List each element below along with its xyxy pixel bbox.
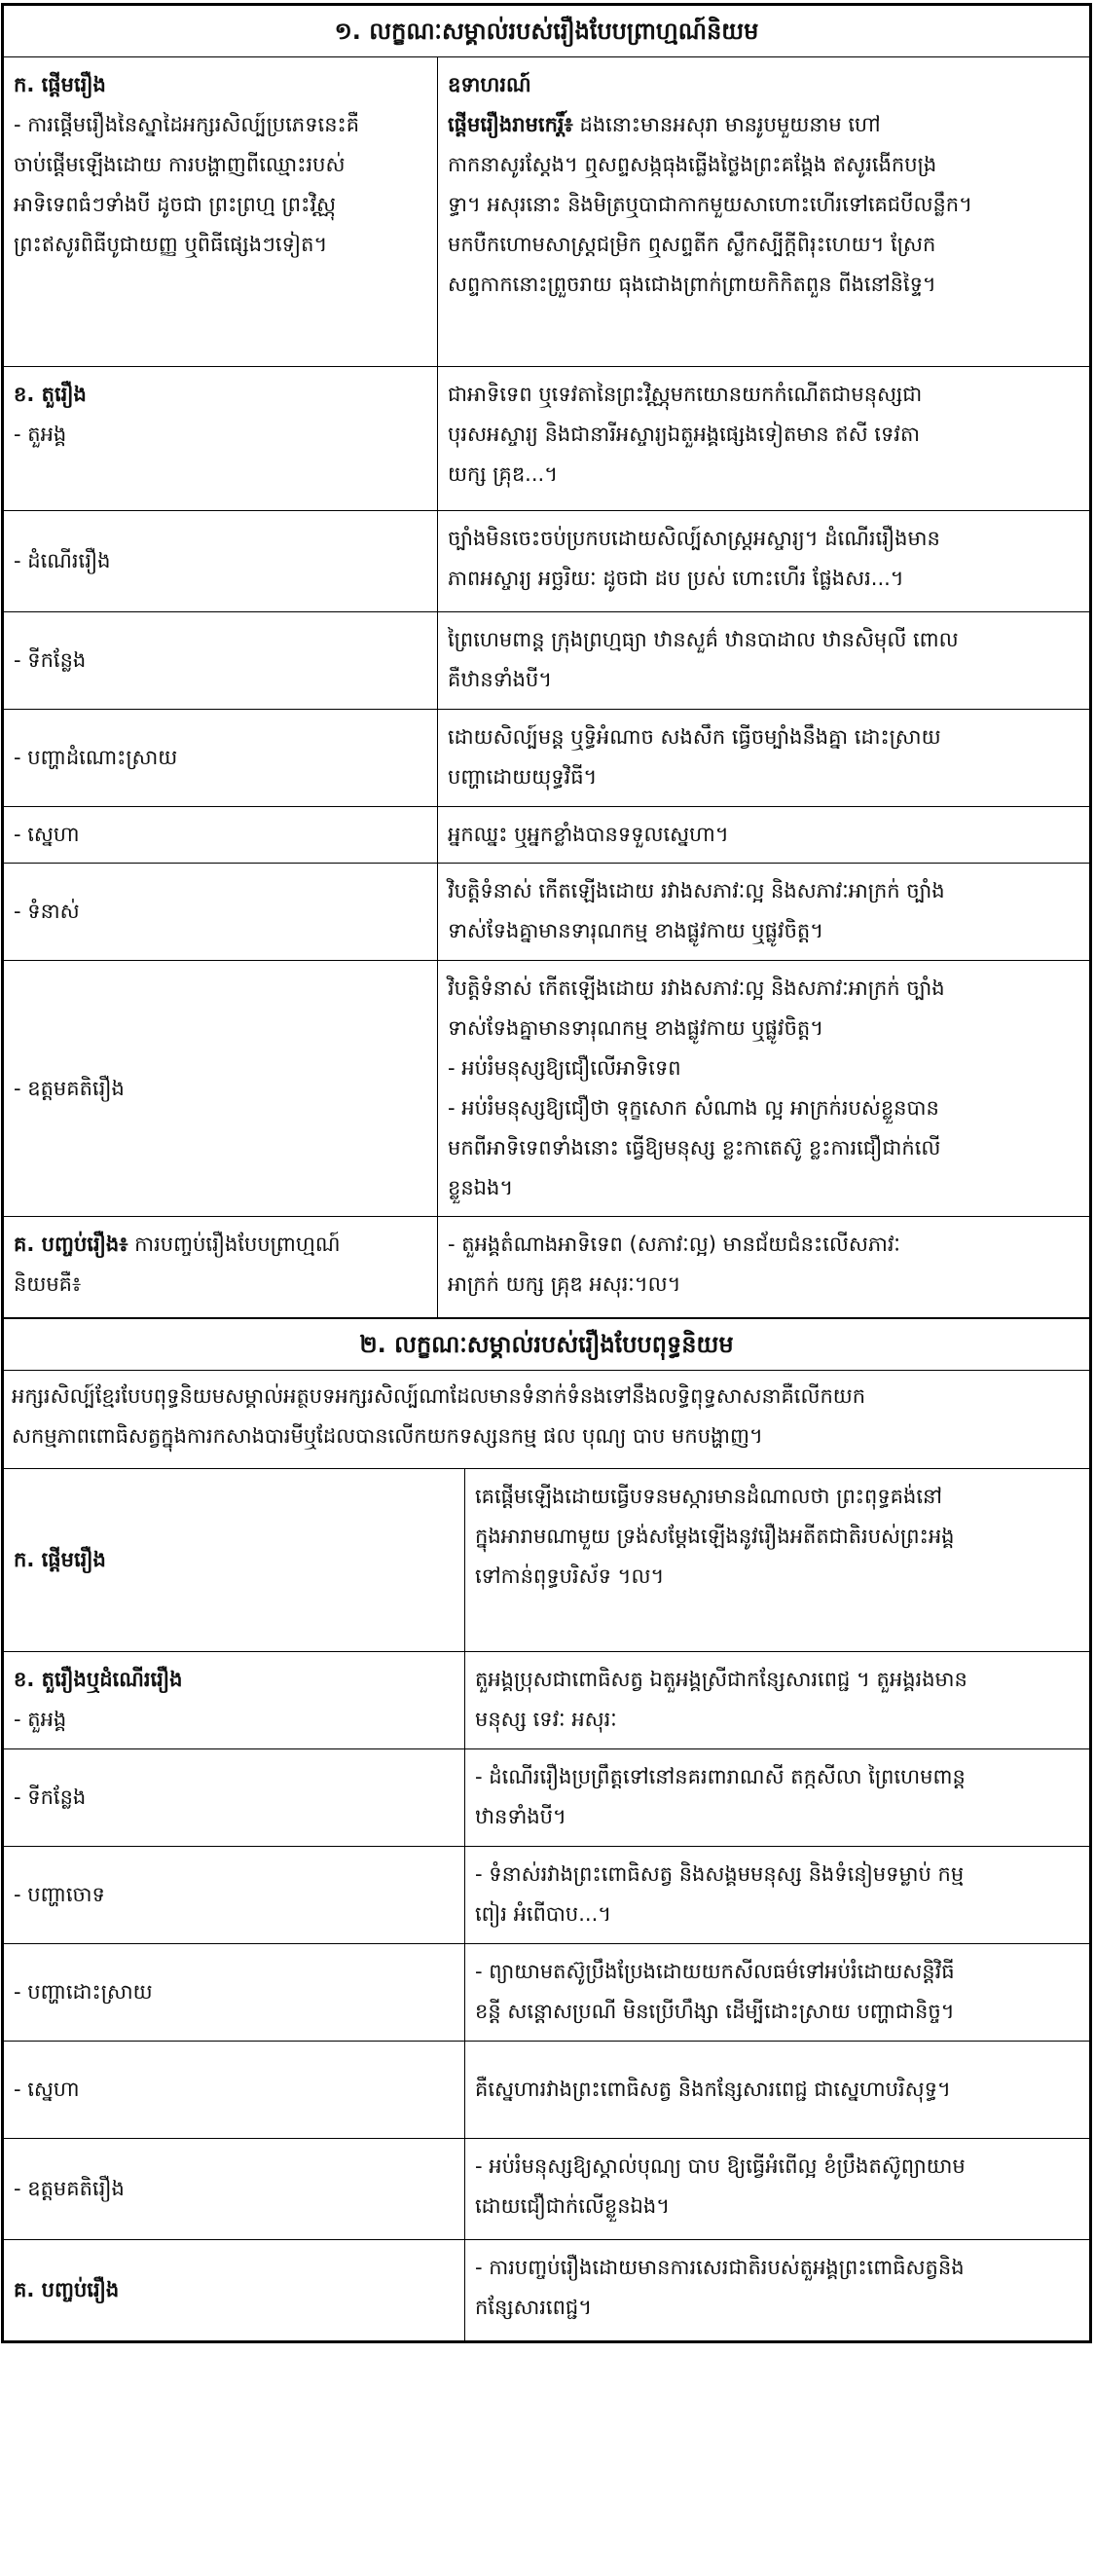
s1-example-text: ដងនោះមានអសុរា មានរូបមួយនាម ហៅ bbox=[579, 113, 881, 136]
s1-example-text: ទ្ធា។ អសុរនោះ និងមិត្រឬបាជាកាកមួយសាហោះហើរទៅគេជបីលន្លឹក។ bbox=[448, 193, 972, 216]
s1-start-text: ព្រះឥសូរពិធីបូជាយញ្ញ ឬពិធីផ្សេងៗទៀត។ bbox=[14, 233, 328, 256]
s2-row-start-left bbox=[4, 1469, 465, 1652]
s1-row-plot-left bbox=[4, 511, 438, 612]
s1-ideal-label: - ឧត្តមគតិរឿង bbox=[14, 1076, 125, 1100]
s2-love-label: - ស្នេហា bbox=[14, 2078, 80, 2101]
s2-intro-text: សកម្មភាពពោធិសត្វក្នុងការកសាងបារមីឬដែលបានលើកយកទស្សនកម្ម ផល បុណ្យ បាប មកបង្ហាញ។ bbox=[12, 1424, 763, 1448]
s1-characters-text: យក្ស គ្រុឌ...។ bbox=[448, 462, 559, 486]
s1-conflict-label: - ទំនាស់ bbox=[14, 900, 80, 923]
s2-row-ideal-left bbox=[4, 2139, 465, 2240]
s1-start-text: - ការផ្ដើមរឿងនៃស្នាដៃអក្សរសិល្ប៍ប្រភេទនេះគឺ bbox=[14, 113, 360, 136]
s1-ending-text: និយមគឺ៖ bbox=[14, 1272, 82, 1296]
s2-row-love-left bbox=[4, 2042, 465, 2139]
s2-row-characters-left bbox=[4, 1652, 465, 1749]
s1-row-place-right bbox=[438, 612, 1090, 710]
s2-solution-label: - បញ្ហាដោះស្រាយ bbox=[14, 1980, 153, 2004]
s2-place-text: - ដំណើររឿងប្រព្រឹត្តទៅនៅនគរពារាណសី តក្កសីលា ព្រៃហេមពាន្ត bbox=[475, 1765, 966, 1788]
section-2-intro bbox=[4, 1371, 1090, 1469]
s2-characters-text: តួអង្គប្រុសជាពោធិសត្វ ឯតួអង្គស្រីជាកន្សែសារពេជ្ជ ។ តួអង្គរងមាន bbox=[475, 1668, 967, 1691]
s2-row-characters-right bbox=[465, 1652, 1090, 1749]
s2-characters-sub-label: - តួអង្គ bbox=[14, 1708, 67, 1731]
s1-row-solution-left bbox=[4, 710, 438, 807]
s2-row-problem-left bbox=[4, 1847, 465, 1944]
s1-row-ideal-left bbox=[4, 961, 438, 1217]
s2-row-ending-right bbox=[465, 2240, 1090, 2341]
s1-row-love-left bbox=[4, 807, 438, 864]
s1-row-characters-right bbox=[438, 367, 1090, 511]
s1-ending-detail: - តួអង្គតំណាងអាទិទេព (សភាវៈល្អ) មានជ័យជំនះលើសភាវៈ bbox=[448, 1233, 900, 1256]
s2-start-text: ក្នុងអារាមណាមួយ ទ្រង់សម្ដែងឡើងនូវរឿងអតីតជាតិរបស់ព្រះអង្គ bbox=[475, 1525, 955, 1548]
s1-start-label: ក. ផ្ដើមរឿង bbox=[14, 73, 106, 96]
s1-conflict-text: វិបត្តិទំនាស់ កើតឡើងដោយ រវាងសភាវៈល្អ និងសភាវៈអាក្រក់ ច្បាំង bbox=[448, 879, 945, 902]
s2-ideal-text: - អប់រំមនុស្សឱ្យស្គាល់បុណ្យ បាប ឱ្យធ្វើអំពើល្អ ខំប្រឹងតស៊ូព្យាយាម bbox=[475, 2154, 966, 2178]
s1-characters-sub-label: - តួអង្គ bbox=[14, 423, 67, 446]
s1-row-ending-right bbox=[438, 1217, 1090, 1318]
s2-ideal-text: ដោយជឿជាក់លើខ្លួនឯង។ bbox=[475, 2194, 671, 2218]
s2-row-start-right bbox=[465, 1469, 1090, 1652]
s1-ideal-text: ទាស់ទែងគ្នាមានទារុណកម្ម ខាងផ្លូវកាយ ឬផ្លូវចិត្ត។ bbox=[448, 1016, 824, 1040]
s1-solution-label: - បញ្ហាដំណោះស្រាយ bbox=[14, 746, 178, 769]
s1-start-text: ចាប់ផ្ដើមឡើងដោយ ការបង្ហាញពីឈ្មោះរបស់ bbox=[14, 153, 346, 176]
s1-row-characters-left bbox=[4, 367, 438, 511]
s1-love-text: អ្នកឈ្នះ ឬអ្នកខ្លាំងបានទទួលស្នេហា។ bbox=[448, 823, 729, 846]
s2-row-solution-right bbox=[465, 1944, 1090, 2042]
s2-characters-text: មនុស្ស ទេវៈ អសុរៈ bbox=[475, 1708, 617, 1731]
s1-row-plot-right bbox=[438, 511, 1090, 612]
s1-row-ideal-right bbox=[438, 961, 1090, 1217]
s1-row-solution-right bbox=[438, 710, 1090, 807]
s1-example-text: សព្ទកាកនោះព្រួចរាយ ធុងជោងព្រាក់ព្រាយកិកិតពួន ពីងនៅនិទ្ទៃ។ bbox=[448, 273, 936, 296]
s1-example-text: កាកនាសូរស្តែង។ ឮសព្ទសង្កធុងធ្លើងថ្លៃងព្រះគង្គែង ឥសូរងើកបង្រ bbox=[448, 153, 937, 176]
s1-ideal-text: - អប់រំមនុស្សឱ្យជឿលើអាទិទេព bbox=[448, 1056, 681, 1080]
s2-solution-text: - ព្យាយាមតស៊ូប្រឹងប្រែងដោយយកសីលធម៌ទៅអប់រំដោយសន្តិវិធី bbox=[475, 1960, 955, 1983]
s1-start-text: អាទិទេពធំៗទាំងបី ដូចជា ព្រះព្រហ្ម ព្រះវិស្ណុ bbox=[14, 193, 337, 216]
s2-love-text: គឺស្នេហារវាងព្រះពោធិសត្វ និងកន្សែសារពេជ្ជ ជាស្នេហាបរិសុទ្ធ។ bbox=[475, 2078, 951, 2101]
s1-ideal-text: ខ្លួនឯង។ bbox=[448, 1176, 514, 1199]
s1-example-subheading: ផ្ដើមរឿងរាមកេរ្តិ៍៖ bbox=[448, 113, 573, 136]
s1-ending-detail: អាក្រក់ យក្ស គ្រុឌ អសុរៈ។ល។ bbox=[448, 1272, 681, 1296]
s1-row-ending-left bbox=[4, 1217, 438, 1318]
s2-intro-text: អក្សរសិល្ប៍ខ្មែរបែបពុទ្ធនិយមសម្គាល់អត្ថបទអក្សរសិល្ប៍ណាដែលមានទំនាក់ទំនងទៅនឹងលទ្ធិពុទ្ធសាសនាគឺលើកយក bbox=[12, 1384, 866, 1408]
s2-problem-text: ពៀរ អំពើបាប...។ bbox=[475, 1902, 612, 1926]
s1-ideal-text: វិបត្តិទំនាស់ កើតឡើងដោយ រវាងសភាវៈល្អ និងសភាវៈអាក្រក់ ច្បាំង bbox=[448, 976, 945, 1000]
s1-place-text: គឺឋានទាំងបី។ bbox=[448, 668, 553, 691]
s1-love-label: - ស្នេហា bbox=[14, 823, 80, 846]
s1-row-conflict-right bbox=[438, 864, 1090, 961]
s1-example-heading: ឧទាហរណ៍ bbox=[448, 73, 531, 96]
s1-ideal-text: - អប់រំមនុស្សឱ្យជឿថា ទុក្ខសោក សំណាង ល្អ អាក្រក់របស់ខ្លួនបាន bbox=[448, 1096, 939, 1120]
s1-conflict-text: ទាស់ទែងគ្នាមានទារុណកម្ម ខាងផ្លូវកាយ ឬផ្លូវចិត្ត។ bbox=[448, 919, 824, 942]
s1-ending-label: គ. បញ្ចប់រឿង៖ bbox=[14, 1233, 128, 1256]
section-2-table bbox=[3, 1318, 1090, 2341]
s1-characters-text: ជាអាទិទេព ឬទេវតានៃព្រះវិស្ណុមកយោនយកកំណើតជាមនុស្សជា bbox=[448, 383, 923, 406]
s1-example-text: មកបឺកហោមសាស្ត្រជម្រិក ឮសព្ទតីក ស្លឹកស្បីក្ដីពិរុះហេយ។ ស្រែក bbox=[448, 233, 936, 256]
s2-ending-label: គ. បញ្ចប់រឿង bbox=[14, 2278, 120, 2301]
s1-row-start-left bbox=[4, 57, 438, 367]
s2-ending-text: - ការបញ្ចប់រឿងដោយមានការសេរជាតិរបស់តួអង្គព្រះពោធិសត្វនិង bbox=[475, 2256, 965, 2279]
s1-characters-label: ខ. តួរឿង bbox=[14, 383, 87, 406]
section-1-title: ១. លក្ខណៈសម្គាល់របស់រឿងបែបព្រាហ្មណ៍និយម bbox=[4, 6, 1090, 57]
s1-solution-text: ដោយសិល្ប៍មន្ត ឬទ្ធិអំណាច សងសឹក ធ្វើចម្បាំងនឹងគ្នា ដោះស្រាយ bbox=[448, 725, 941, 749]
s1-place-label: - ទីកន្លែង bbox=[14, 648, 87, 672]
s2-problem-text: - ទំនាស់រវាងព្រះពោធិសត្វ និងសង្គមមនុស្ស និងទំនៀមទម្លាប់ កម្ម bbox=[475, 1862, 965, 1886]
s1-ending-text: ការបញ្ចប់រឿងបែបព្រាហ្មណ៍ bbox=[134, 1233, 341, 1256]
s2-ideal-label: - ឧត្តមគតិរឿង bbox=[14, 2177, 125, 2200]
s1-place-text: ព្រៃហេមពាន្ត ក្រុងព្រហ្មធ្យា ឋានសួគ៌ ឋានបាដាល ឋានសិមុលី ពោល bbox=[448, 628, 959, 651]
s1-row-place-left bbox=[4, 612, 438, 710]
s1-row-love-right bbox=[438, 807, 1090, 864]
s2-ending-text: កន្សែសារពេជ្ជ។ bbox=[475, 2296, 593, 2319]
s2-start-text: គេផ្ដើមឡើងដោយធ្វើបទនមស្ការមានដំណាលថា ព្រះពុទ្ធគង់នៅ bbox=[475, 1485, 942, 1508]
s2-start-text: ទៅកាន់ពុទ្ធបរិស័ទ ។ល។ bbox=[475, 1564, 665, 1588]
s2-place-text: ឋានទាំងបី។ bbox=[475, 1805, 566, 1828]
section-2-title: ២. លក្ខណៈសម្គាល់របស់រឿងបែបពុទ្ធនិយម bbox=[4, 1319, 1090, 1371]
s2-row-solution-left bbox=[4, 1944, 465, 2042]
s1-plot-label: - ដំណើររឿង bbox=[14, 549, 111, 572]
s1-plot-text: ច្បាំងមិនចេះចប់ប្រកបដោយសិល្ប៍សាស្រ្តអស្ចារ្យ។ ដំណើររឿងមាន bbox=[448, 527, 940, 550]
s2-problem-label: - បញ្ហាចោទ bbox=[14, 1883, 105, 1906]
section-1-table bbox=[3, 5, 1090, 1318]
s1-ideal-text: មកពីអាទិទេពទាំងនោះ ធ្វើឱ្យមនុស្ស ខ្លះកាតេស៊ូ ខ្លះការជឿជាក់លើ bbox=[448, 1136, 941, 1159]
s1-solution-text: បញ្ហាដោយយុទ្ធវិធី។ bbox=[448, 765, 598, 789]
s2-row-ideal-right bbox=[465, 2139, 1090, 2240]
document-table bbox=[1, 3, 1092, 2343]
s2-row-ending-left bbox=[4, 2240, 465, 2341]
s2-row-love-right bbox=[465, 2042, 1090, 2139]
s1-row-conflict-left bbox=[4, 864, 438, 961]
s1-plot-text: ភាពអស្ចារ្យ អច្ឆរិយៈ ដូចជា ដប ប្រស់ ហោះហើរ ផ្លែងសរ...។ bbox=[448, 567, 904, 590]
s1-characters-text: បុរសអស្ចារ្យ និងជានារីអស្ចារ្យឯតួអង្គផ្សេងទៀតមាន ឥសី ទេវតា bbox=[448, 423, 920, 446]
s2-start-label: ក. ផ្ដើមរឿង bbox=[14, 1548, 106, 1571]
s2-place-label: - ទីកន្លែង bbox=[14, 1785, 87, 1809]
s2-row-place-left bbox=[4, 1749, 465, 1847]
s1-row-start-right bbox=[438, 57, 1090, 367]
s2-solution-text: ខន្តី សន្តោសប្រណី មិនប្រើហឹង្សា ដើម្បីដោះស្រាយ បញ្ហាជានិច្ច។ bbox=[475, 2000, 955, 2023]
s2-row-place-right bbox=[465, 1749, 1090, 1847]
s2-characters-label: ខ. តួរឿងឬដំណើររឿង bbox=[14, 1668, 183, 1691]
s2-row-problem-right bbox=[465, 1847, 1090, 1944]
